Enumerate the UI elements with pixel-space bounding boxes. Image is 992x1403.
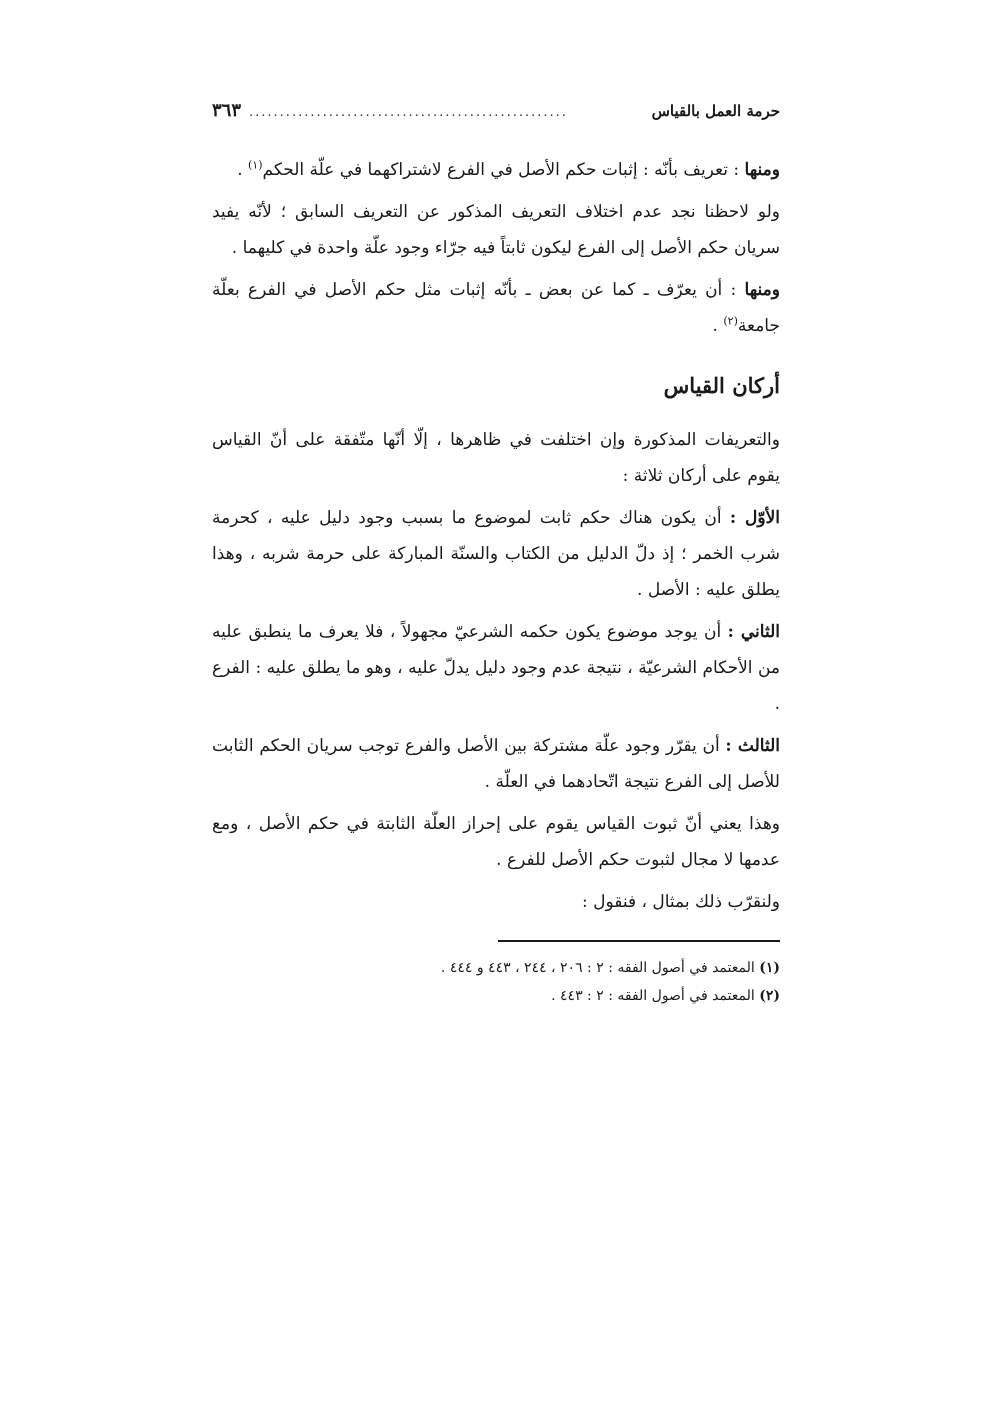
paragraph — [212, 194, 780, 266]
paragraph-text: وهذا يعني أنّ ثبوت القياس يقوم على إحراز العلّة الثابتة في حكم الأصل ، ومع عدمها لا مجال لثبوت حكم الأصل للفرع . — [212, 814, 780, 870]
paragraph — [212, 806, 780, 878]
footnote-number: (٢) — [759, 988, 780, 1004]
paragraph-end: . — [237, 160, 243, 180]
page-body — [212, 152, 780, 1010]
paragraph-text: أن يقرّر وجود علّة مشتركة بين الأصل والفرع توجب سريان الحكم الثابت للأصل إلى الفرع نتيجة اتّحادهما في العلّة . — [212, 736, 780, 792]
paragraph — [212, 422, 780, 494]
footnote-ref[interactable]: (٢) — [723, 314, 738, 328]
footnote — [212, 982, 780, 1010]
paragraph — [212, 614, 780, 722]
paragraph-lead: ومنها — [744, 160, 780, 180]
footnote-number: (١) — [759, 960, 780, 976]
paragraph — [212, 152, 780, 188]
paragraph — [212, 500, 780, 608]
paragraph-lead: الأوّل : — [729, 508, 780, 528]
paragraph-text: ولو لاحظنا نجد عدم اختلاف التعريف المذكور عن التعريف السابق ؛ لأنّه يفيد سريان حكم الأصل إلى الفرع ليكون ثابتاً فيه جرّاء وجود علّة واحدة في كليهما . — [212, 202, 780, 258]
paragraph-lead: ومنها — [744, 280, 780, 300]
footnote-text: المعتمد في أصول الفقه : ٢ : ٢٠٦ ، ٢٤٤ ، ٤٤٣ و ٤٤٤ . — [440, 960, 755, 976]
page-number: ٣٦٣ — [212, 100, 242, 121]
paragraph-lead: الثالث : — [725, 736, 780, 756]
footnote — [212, 954, 780, 982]
paragraph — [212, 272, 780, 344]
footnote-divider — [498, 940, 780, 942]
paragraph-text: : أن يعرّف ـ كما عن بعض ـ بأنّه إثبات مثل حكم الأصل في الفرع بعلّة جامعة — [212, 280, 780, 336]
paragraph-lead: الثاني : — [727, 622, 781, 642]
leader-dots: .................................................... — [249, 105, 568, 120]
section-title: أركان القياس — [663, 373, 780, 398]
paragraph-text: والتعريفات المذكورة وإن اختلفت في ظاهرها ، إلّا أنّها متّفقة على أنّ القياس يقوم على أركان ثلاثة : — [212, 430, 780, 486]
footnote-ref[interactable]: (١) — [248, 158, 263, 172]
paragraph-text: أن يوجد موضوع يكون حكمه الشرعيّ مجهولاً ، فلا يعرف ما ينطبق عليه من الأحكام الشرعيّة ، نتيجة عدم وجود دليل يدلّ عليه ، وهو ما يطلق عليه : الفرع . — [212, 622, 780, 714]
running-title: حرمة العمل بالقياس — [651, 102, 780, 120]
page-header — [212, 100, 780, 130]
footnotes — [212, 954, 780, 1010]
footnote-text: المعتمد في أصول الفقه : ٢ : ٤٤٣ . — [551, 988, 755, 1004]
paragraph-end: . — [712, 316, 718, 336]
paragraph-text: ولنقرّب ذلك بمثال ، فنقول : — [581, 892, 780, 912]
paragraph — [212, 728, 780, 800]
paragraph — [212, 884, 780, 920]
paragraph-text: أن يكون هناك حكم ثابت لموضوع ما بسبب وجود دليل عليه ، كحرمة شرب الخمر ؛ إذ دلّ الدليل من الكتاب والسنّة المباركة على حرمة شربه ، وهذا يطلق عليه : الأصل . — [212, 508, 780, 600]
paragraph-text: : تعريف بأنّه : إثبات حكم الأصل في الفرع لاشتراكهما في علّة الحكم — [262, 160, 740, 180]
book-page — [212, 100, 780, 1010]
